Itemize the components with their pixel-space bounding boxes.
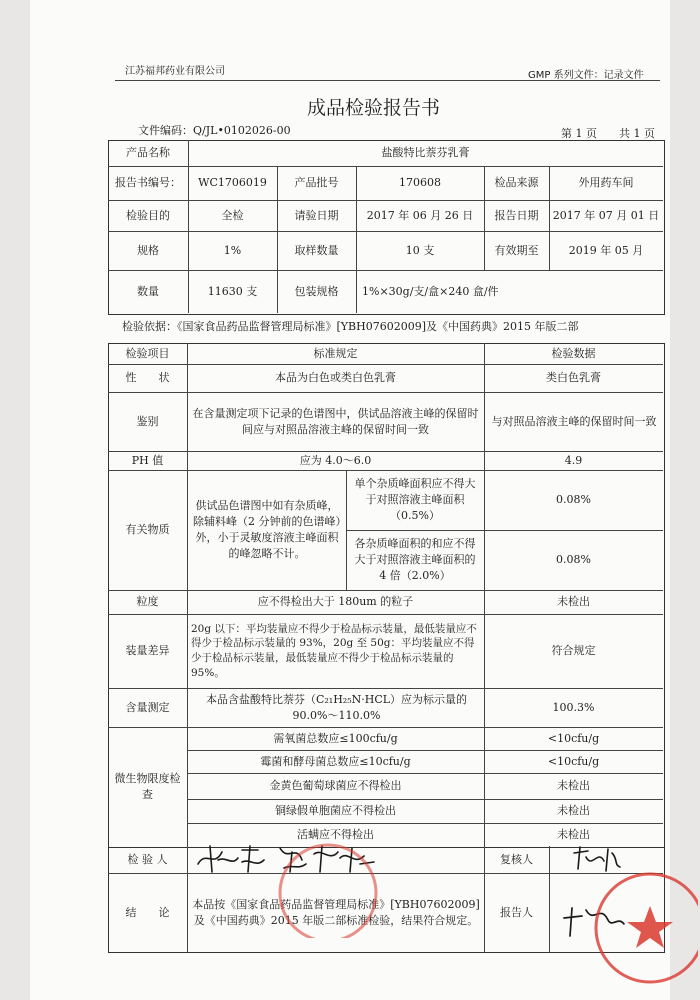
result-related-total: 0.08% [556,553,591,567]
std-micro-staph: 金黄色葡萄球菌应不得检出 [269,779,402,793]
std-related-main: 供试品色谱图中如有杂质峰，除辅料峰（2 分钟前的色谱峰）外，小于灵敏度溶液主峰面积的峰忽略不计。 [193,499,341,560]
stamp-seal-center [268,838,388,938]
col-item-header: 检验项目 [125,346,170,360]
std-micro-aerobic: 需氧菌总数应≤100cfu/g [273,731,398,745]
result-micro-pseudomonas: 未检出 [557,804,590,818]
purpose-label: 检验目的 [126,208,170,222]
item-granularity: 粒度 [136,595,159,609]
expiry-label: 有效期至 [494,243,539,257]
stamp-seal-right [588,866,698,986]
std-related-total: 各杂质峰面积的和应不得大于对照溶液主峰面积的 4 倍（2.0%） [354,537,476,582]
package-spec: 1%×30g/支/盒×240 盒/件 [362,284,499,298]
sample-qty-label: 取样数量 [294,243,339,257]
col-result-header: 检验数据 [551,346,596,360]
result-related-single: 0.08% [556,493,591,507]
std-micro-mold: 霉菌和酵母菌总数应≤10cfu/g [260,754,411,768]
result-character: 类白色乳膏 [546,371,601,385]
result-micro-mold: <10cfu/g [547,754,600,768]
conclusion-label: 结 论 [125,905,170,919]
company-name: 江苏福邦药业有限公司 [125,66,225,77]
item-related-substances: 有关物质 [125,523,170,537]
quantity: 11630 支 [207,284,258,298]
expiry: 2019 年 05 月 [568,243,644,257]
inspector-label: 检 验 人 [127,852,168,866]
std-granularity: 应不得检出大于 180um 的粒子 [257,595,414,609]
spec-label: 规格 [137,243,159,257]
file-number: 文件编码：Q/JL•0102026-00 [138,124,291,137]
std-filling: 20g 以下：平均装量应不得少于检品标示装量，最低装量应不得少于检品标示装量的 93%，20g 至 50g：平均装量应不得少于检品标示装量，最低装量应不得少于检品标示装量的 95%。 [191,622,477,679]
batch-label: 产品批号 [294,176,339,190]
quantity-label: 数量 [137,284,159,298]
result-identification: 与对照品溶液主峰的保留时间一致 [491,414,657,428]
result-filling: 符合规定 [551,644,596,658]
result-assay: 100.3% [552,700,595,714]
conclusion-text: 本品按《国家食品药品监督管理局标准》[YBH07602009]及《中国药典》2015 年版二部标准检验，结果符合规定。 [192,897,480,927]
std-ph: 应为 4.0～6.0 [299,453,372,467]
item-identification: 鉴别 [136,414,159,428]
item-microbial: 微生物限度检查 [114,771,181,801]
source-label: 检品来源 [494,176,539,190]
item-filling: 装量差异 [125,644,170,658]
inspection-basis: 检验依据：《国家食品药品监督管理局标准》[YBH07602009]及《中国药典》2015 年版二部 [122,320,579,333]
item-character: 性 状 [125,371,170,385]
request-date: 2017 年 06 月 26 日 [366,208,474,222]
request-date-label: 请验日期 [294,208,339,222]
package-label: 包装规格 [294,284,339,298]
doc-series: GMP 系列文件：记录文件 [528,70,644,81]
std-identification: 在含量测定项下记录的色谱图中，供试品溶液主峰的保留时间应与对照品溶液主峰的保留时间一致 [192,406,479,436]
report-date-label: 报告日期 [494,208,539,222]
spec: 1% [223,243,242,257]
result-micro-aerobic: <10cfu/g [547,731,600,745]
product-name: 盐酸特比萘芬乳膏 [381,146,470,160]
std-character: 本品为白色或类白色乳膏 [275,371,396,385]
result-granularity: 未检出 [557,595,590,609]
std-micro-pseudomonas: 铜绿假单胞菌应不得检出 [275,804,396,818]
item-assay: 含量测定 [125,700,170,714]
source: 外用药车间 [578,176,634,190]
page-info: 第 1 页 共 1 页 [561,127,655,140]
result-ph: 4.9 [564,453,583,467]
std-related-single: 单个杂质峰面积应不得大于对照溶液主峰面积（0.5%） [354,477,476,522]
batch-number: 170608 [399,176,441,190]
header-rule [115,80,660,81]
std-micro-mites: 活螨应不得检出 [297,827,374,841]
page-title: 成品检验报告书 [307,97,441,119]
report-date: 2017 年 07 月 01 日 [552,208,660,222]
reporter-label: 报告人 [500,905,533,919]
stamp-star-icon [627,906,673,948]
result-micro-mites: 未检出 [557,827,590,841]
purpose: 全检 [221,208,244,222]
item-ph: PH 值 [131,453,164,467]
reviewer-label: 复核人 [500,852,533,866]
std-assay: 本品含盐酸特比萘芬（C₂₁H₂₅N·HCL）应为标示量的 90.0%～110.0% [205,692,468,722]
col-standard-header: 标准规定 [313,346,358,360]
result-micro-staph: 未检出 [557,779,590,793]
report-no-label: 报告书编号： [115,176,181,190]
product-name-label: 产品名称 [126,146,170,160]
report-no: WC1706019 [198,176,267,190]
sample-qty: 10 支 [405,243,435,257]
